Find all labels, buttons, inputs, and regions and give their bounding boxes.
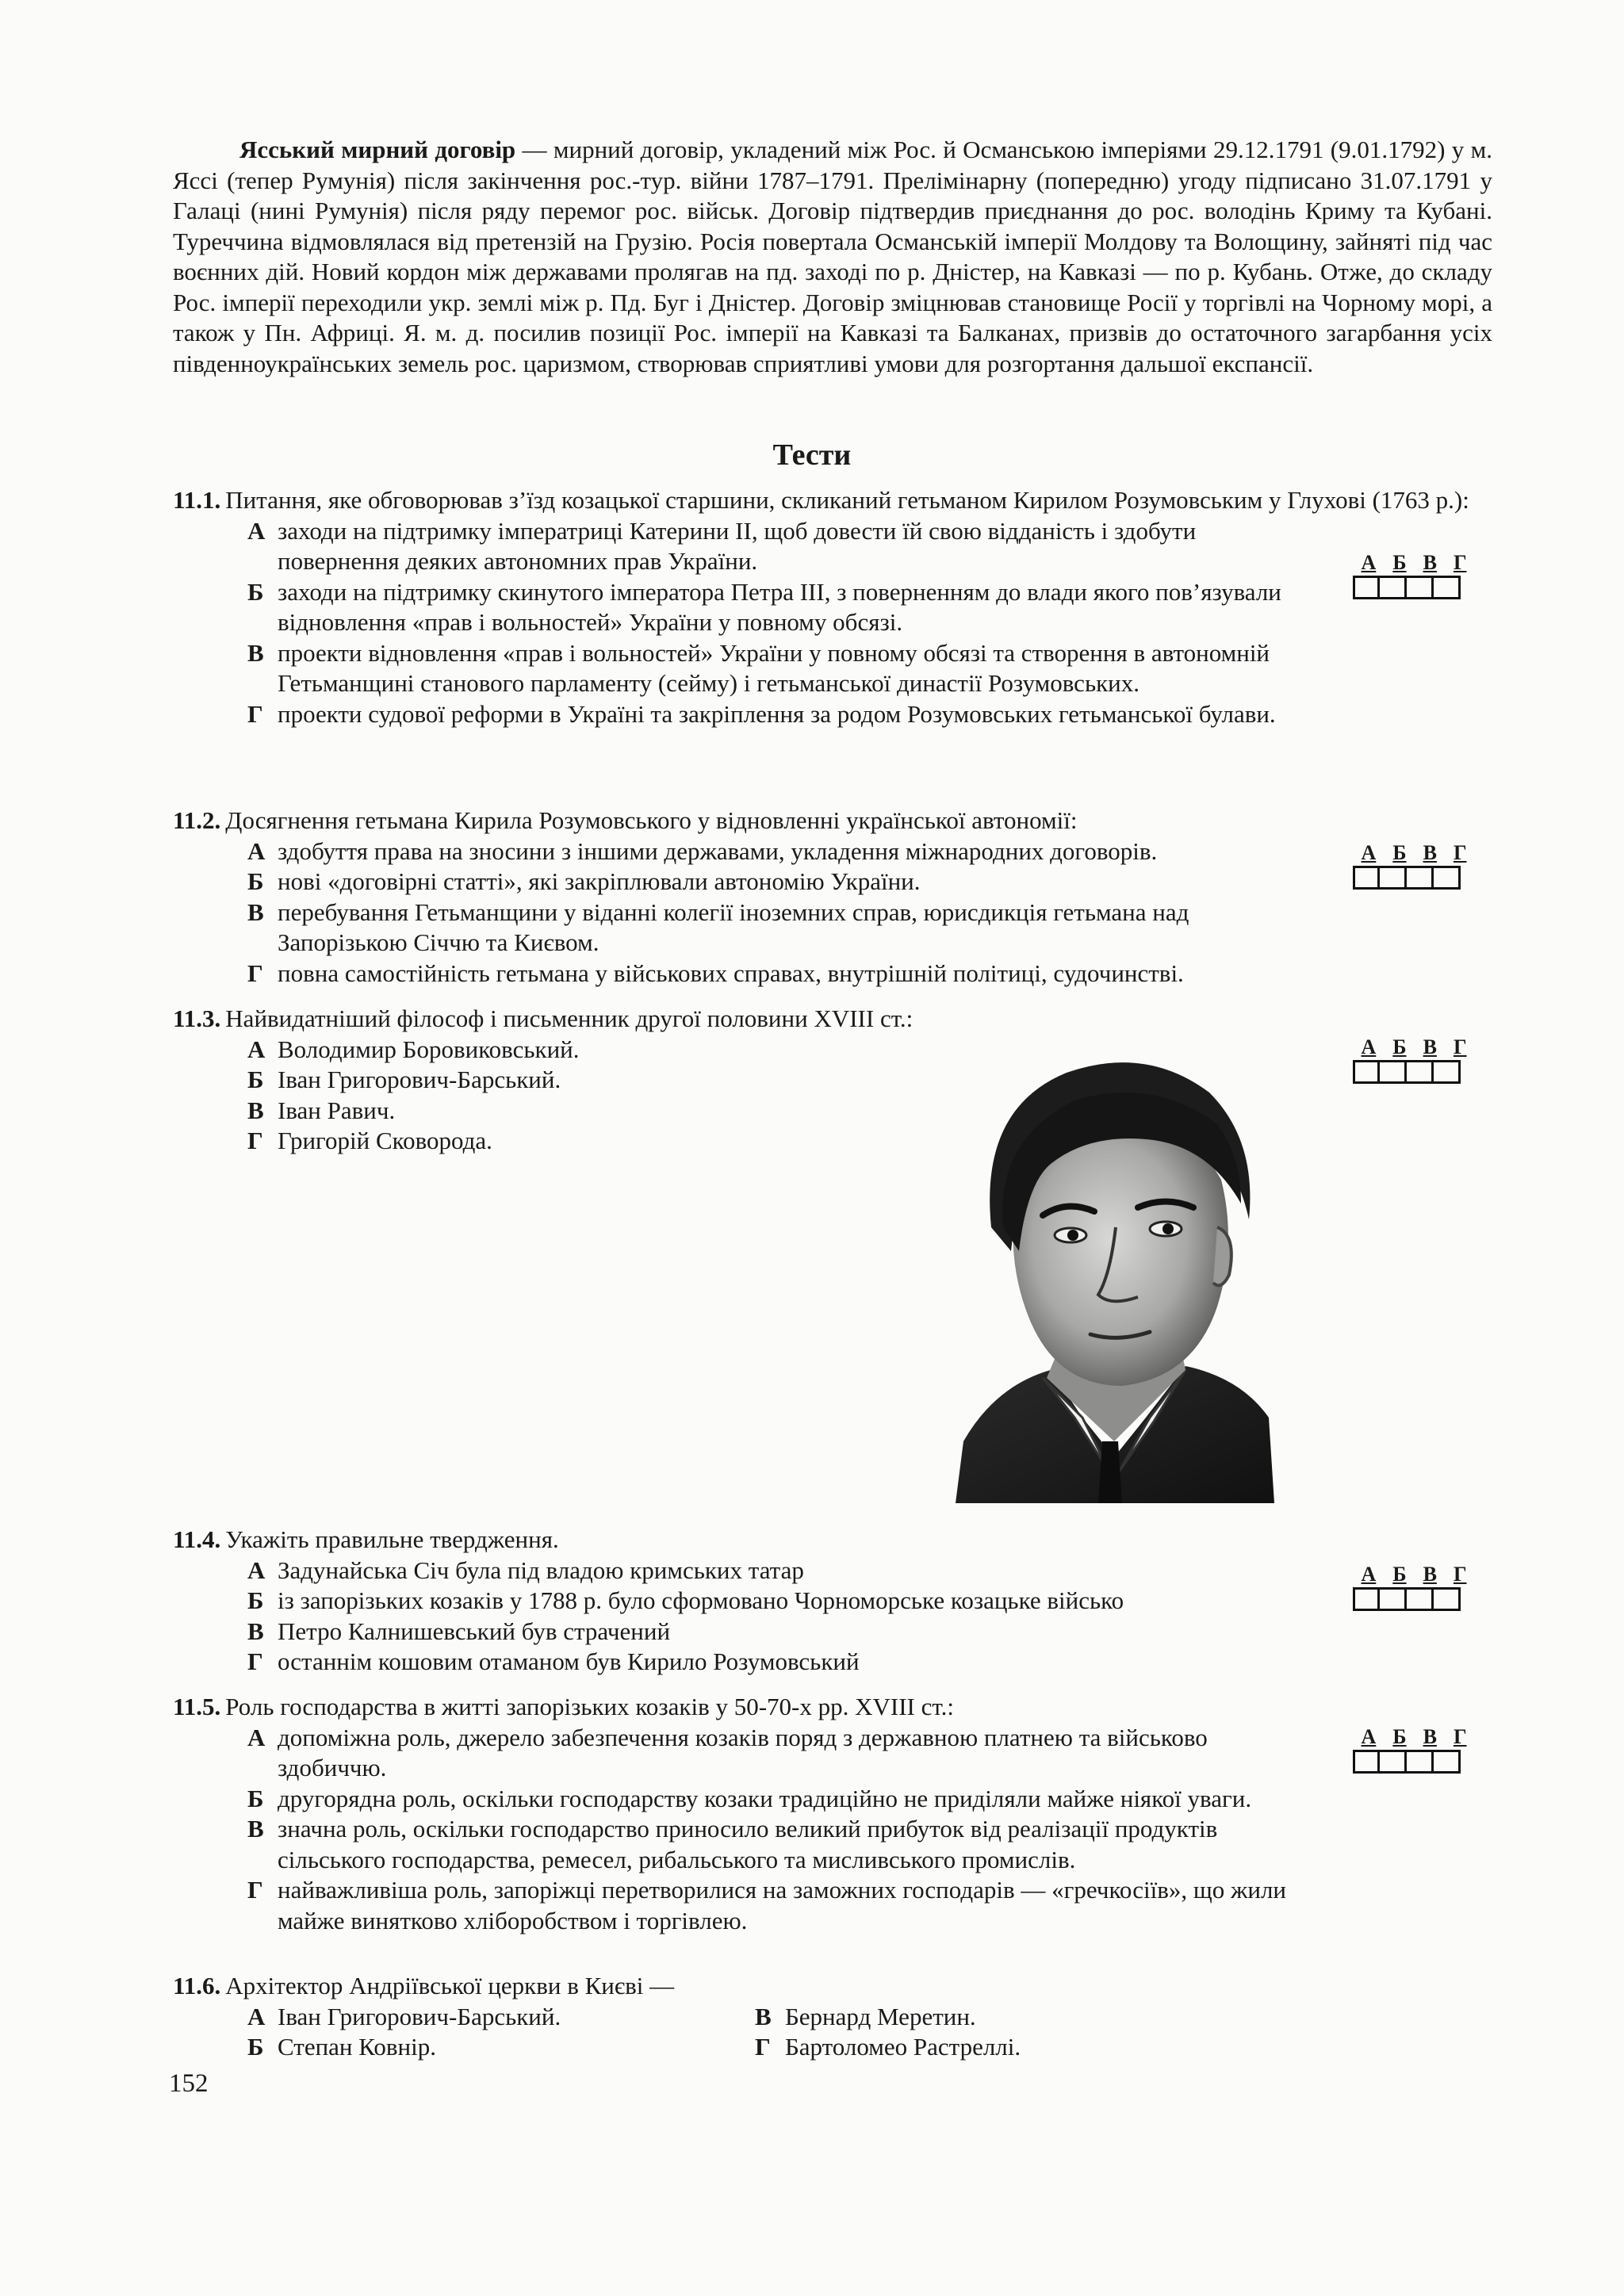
option-letter: Б xyxy=(247,1066,264,1093)
option-text: Володимир Боровиковський. xyxy=(278,1035,580,1063)
option-letter: В xyxy=(247,1815,264,1843)
answer-label: Г xyxy=(1453,1725,1467,1748)
option-letter: Г xyxy=(247,1876,263,1904)
answer-grid-11-5 xyxy=(1353,1727,1475,1774)
question-text: Найвидатніший філософ і письменник другої половини XVIII ст.: xyxy=(225,1004,914,1032)
answer-box-b[interactable] xyxy=(1380,1060,1407,1084)
option-letter: Г xyxy=(247,959,263,987)
option-text: Бартоломео Растреллі. xyxy=(785,2033,1021,2061)
option-text: Петро Калнишевський був страчений xyxy=(278,1617,671,1645)
answer-box-d[interactable] xyxy=(1434,1587,1461,1611)
option-d xyxy=(247,959,1302,989)
question-number: 11.6. xyxy=(173,1972,221,1999)
question-number: 11.4. xyxy=(173,1525,221,1553)
option-a xyxy=(247,516,1302,577)
answer-label: А xyxy=(1361,1563,1377,1586)
page-number: 152 xyxy=(169,2069,209,2098)
question-text: Архітектор Андріївської церкви в Києві — xyxy=(225,1972,675,1999)
section-title: Тести xyxy=(772,438,852,472)
option-text: Іван Григорович-Барський. xyxy=(278,2002,561,2030)
option-letter: Б xyxy=(247,2033,264,2061)
answer-box-d[interactable] xyxy=(1434,866,1461,890)
option-text: Григорій Сковорода. xyxy=(278,1127,492,1154)
answer-grid-11-1 xyxy=(1353,553,1475,599)
answer-label: В xyxy=(1423,1563,1437,1586)
question-number: 11.1. xyxy=(173,486,221,514)
question-text: Роль господарства в житті запорізьких козаків у 50-70-х рр. XVIII ст.: xyxy=(225,1693,954,1720)
option-letter: Г xyxy=(755,2033,771,2061)
option-text: Бернард Меретин. xyxy=(785,2002,976,2030)
answer-label: Б xyxy=(1392,1563,1407,1586)
intro-paragraph xyxy=(173,135,1492,379)
option-d xyxy=(247,1647,1302,1678)
option-letter: Б xyxy=(247,1784,264,1812)
question-text: Питання, яке обговорював з’їзд козацької старшини, скликаний гетьманом Кирилом Розумовським у Глухові (1763 р.): xyxy=(225,486,1469,514)
option-letter: В xyxy=(247,897,264,926)
answer-label: Г xyxy=(1453,1563,1467,1586)
option-letter: Б xyxy=(247,867,264,895)
option-letter: А xyxy=(247,2002,266,2030)
answer-box-b[interactable] xyxy=(1380,1750,1407,1774)
question-11-3 xyxy=(173,1004,1489,1157)
option-letter: Г xyxy=(247,1647,263,1675)
option-letter: А xyxy=(247,1035,266,1063)
answer-box-c[interactable] xyxy=(1407,1750,1434,1774)
option-text: заходи на підтримку імператриці Катерини ІІ, щоб довести їй свою відданість і здобути повернення деяких автономних прав України. xyxy=(278,516,1197,575)
answer-box-c[interactable] xyxy=(1407,866,1434,890)
answer-box-c[interactable] xyxy=(1407,1587,1434,1611)
option-text: останнім кошовим отаманом був Кирило Розумовський xyxy=(278,1647,860,1675)
option-text: Степан Ковнір. xyxy=(278,2033,436,2061)
answer-box-d[interactable] xyxy=(1434,1750,1461,1774)
option-b xyxy=(247,2032,755,2063)
option-a xyxy=(247,1556,1302,1586)
answer-label: Б xyxy=(1392,841,1407,864)
option-text: Іван Равич. xyxy=(278,1096,396,1124)
option-c xyxy=(247,638,1302,699)
answer-grid-11-4 xyxy=(1353,1564,1475,1611)
answer-box-c[interactable] xyxy=(1407,576,1434,599)
answer-label: А xyxy=(1361,1035,1377,1058)
answer-label: Б xyxy=(1392,1035,1407,1058)
answer-label: В xyxy=(1423,551,1437,574)
answer-box-a[interactable] xyxy=(1353,866,1380,890)
question-number: 11.3. xyxy=(173,1004,221,1032)
option-c xyxy=(247,1814,1302,1875)
option-letter: Г xyxy=(247,1127,263,1154)
option-text: Задунайська Січ була під владою кримських татар xyxy=(278,1556,804,1584)
option-letter: А xyxy=(247,1723,266,1751)
option-a xyxy=(247,836,1302,867)
option-letter: В xyxy=(247,638,264,667)
option-letter: Б xyxy=(247,1586,264,1614)
option-letter: В xyxy=(755,2002,772,2030)
answer-label: Б xyxy=(1392,1725,1407,1748)
option-letter: Г xyxy=(247,699,263,728)
option-text: допоміжна роль, джерело забезпечення козаків поряд з державною платнею та військово здобиччю. xyxy=(278,1723,1208,1781)
option-text: заходи на підтримку скинутого імператора Петра ІІІ, з поверненням до влади якого пов’язували відновлення «прав і вольностей» України у повному обсязі. xyxy=(278,577,1281,636)
answer-box-b[interactable] xyxy=(1380,866,1407,890)
option-a xyxy=(247,1723,1302,1784)
answer-label: Г xyxy=(1453,841,1467,864)
question-11-2 xyxy=(173,806,1489,989)
answer-label: А xyxy=(1361,551,1377,574)
option-b xyxy=(247,1586,1302,1617)
option-c xyxy=(755,2002,1262,2033)
answer-label: А xyxy=(1361,841,1377,864)
question-11-4 xyxy=(173,1525,1489,1678)
option-letter: Б xyxy=(247,577,264,606)
option-letter: А xyxy=(247,516,266,545)
option-text: значна роль, оскільки господарство приносило великий прибуток від реалізації продуктів сільського господарства, ремесел, рибальського та мисливського промислів. xyxy=(278,1815,1218,1873)
answer-box-a[interactable] xyxy=(1353,576,1380,599)
option-b xyxy=(247,577,1302,638)
option-text: перебування Гетьманщини у віданні колегії іноземних справ, юрисдикція гетьмана над Запорізькою Січчю та Києвом. xyxy=(278,897,1189,956)
answer-label: В xyxy=(1423,1035,1437,1058)
answer-label: В xyxy=(1423,1725,1437,1748)
option-letter: В xyxy=(247,1096,264,1124)
option-text: здобуття права на зносини з іншими державами, укладення міжнародних договорів. xyxy=(278,836,1158,865)
question-11-5 xyxy=(173,1692,1489,1936)
option-letter: А xyxy=(247,1556,266,1584)
option-text: проекти відновлення «прав і вольностей» України у повному обсязі та створення в автономній Гетьманщині станового парламенту (сейму) і гетьманської династії Розумовських. xyxy=(278,638,1270,697)
option-letter: А xyxy=(247,836,266,865)
option-c xyxy=(247,897,1302,959)
question-text: Укажіть правильне твердження. xyxy=(225,1525,559,1553)
answer-box-b[interactable] xyxy=(1380,576,1407,599)
answer-box-a[interactable] xyxy=(1353,1587,1380,1611)
option-text: із запорізьких козаків у 1788 р. було сформовано Чорноморське козацьке військо xyxy=(278,1586,1124,1614)
answer-label: В xyxy=(1423,841,1437,864)
question-number: 11.2. xyxy=(173,806,221,834)
answer-box-c[interactable] xyxy=(1407,1060,1434,1084)
option-d xyxy=(247,1875,1302,1936)
option-text: найважливіша роль, запоріжці перетворилися на заможних господарів — «гречкосіїв», що жили майже винятково хліборобством і торгівлею. xyxy=(278,1876,1287,1934)
answer-label: Г xyxy=(1453,551,1467,574)
intro-text: — мирний договір, укладений між Рос. й Османською імперіями 29.12.1791 (9.01.1792) у м. Яссі (тепер Румунія) після закінчення рос.-тур. війни 1787–1791. Прелімінарну (попередню) угоду підписано 31.07.1791 у Галаці (нині Румунія) після ряду перемог рос. військ. Договір підтвердив приєднання до рос. володінь Криму та Кубані. Туреччина відмовлялася від претензій на Грузію. Росія повертала Османській імперії Молдову та Волощину, зайняті під час воєнних дій. Новий кордон між державами пролягав на пд. заході по р. Дністер, на Кавказі — по р. Кубань. Отже, до складу Рос. імперії переходили укр. землі між р. Пд. Буг і Дністер. Договір зміцнював становище Росії у торгівлі на Чорному морі, а також у Пн. Африці. Я. м. д. посилив позиції Рос. імперії на Кавказі та Балканах, призвів до остаточного загарбання усіх південноукраїнських земель рос. царизмом, створював сприятливі умови для розгортання дальшої експансії. xyxy=(173,136,1493,377)
answer-box-b[interactable] xyxy=(1380,1587,1407,1611)
option-text: повна самостійність гетьмана у військових справах, внутрішній політиці, судочинстві. xyxy=(278,959,1184,987)
answer-label: А xyxy=(1361,1725,1377,1748)
option-d xyxy=(247,699,1302,730)
answer-grid-11-2 xyxy=(1353,843,1475,890)
answer-grid-11-3 xyxy=(1353,1037,1475,1084)
answer-label: Б xyxy=(1392,551,1407,574)
portrait-illustration xyxy=(948,1045,1281,1503)
option-letter: В xyxy=(247,1617,264,1645)
question-11-6 xyxy=(173,1971,1489,2063)
intro-term: Ясський мирний договір xyxy=(239,136,516,163)
option-d xyxy=(755,2032,1262,2063)
option-text: другорядна роль, оскільки господарству козаки традиційно не приділяли майже ніякої уваги. xyxy=(278,1784,1252,1812)
option-c xyxy=(247,1617,1302,1647)
answer-box-a[interactable] xyxy=(1353,1060,1380,1084)
question-number: 11.5. xyxy=(173,1693,221,1720)
option-b xyxy=(247,1784,1302,1815)
question-text: Досягнення гетьмана Кирила Розумовського у відновленні української автономії: xyxy=(225,806,1078,834)
option-a xyxy=(247,2002,755,2033)
option-text: Іван Григорович-Барський. xyxy=(278,1066,561,1093)
answer-box-d[interactable] xyxy=(1434,1060,1461,1084)
answer-label: Г xyxy=(1453,1035,1467,1058)
option-text: проекти судової реформи в Україні та закріплення за родом Розумовських гетьманської булави. xyxy=(278,699,1276,728)
option-text: нові «договірні статті», які закріплювали автономію України. xyxy=(278,867,921,895)
question-11-1 xyxy=(173,485,1489,729)
answer-box-a[interactable] xyxy=(1353,1750,1380,1774)
option-b xyxy=(247,867,1302,897)
answer-box-d[interactable] xyxy=(1434,576,1461,599)
